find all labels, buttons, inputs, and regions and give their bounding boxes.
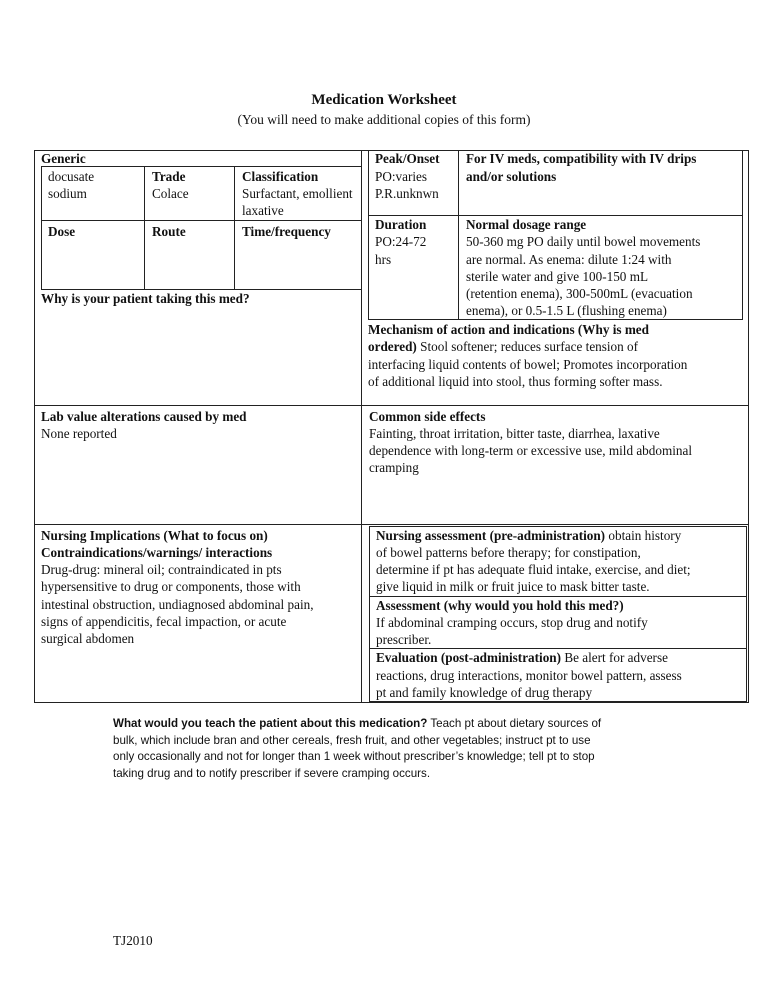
duration-value-2: hrs: [375, 252, 392, 267]
generic-value-1: docusate: [48, 169, 95, 184]
teach-line: taking drug and to notify prescriber if severe cramping occurs.: [113, 767, 431, 780]
mechanism-text: Stool softener; reduces surface tension of: [416, 339, 639, 354]
iv-compatibility-label-1: For IV meds, compatibility with IV drips: [466, 151, 697, 166]
trade-value: Colace: [152, 186, 189, 201]
nursing-line: surgical abdomen: [41, 631, 135, 646]
nursing-line: hypersensitive to drug or components, those with: [41, 579, 301, 594]
evaluation-text: Be alert for adverse: [561, 650, 668, 665]
pre-administration-line: of bowel patterns before therapy; for constipation,: [376, 545, 641, 560]
contraindications-label: Contraindications/warnings/ interactions: [41, 545, 273, 560]
time-frequency-label: Time/frequency: [242, 224, 331, 239]
normal-dosage-line: (retention enema), 300-500mL (evacuation: [466, 286, 693, 301]
iv-compatibility-label-2: and/or solutions: [466, 169, 557, 184]
teach-label: What would you teach the patient about this medication?: [113, 717, 428, 730]
side-effects-line: dependence with long-term or excessive use, mild abdominal: [369, 443, 692, 458]
mechanism-label-cont: ordered): [368, 339, 417, 354]
lab-value-label: Lab value alterations caused by med: [41, 409, 247, 424]
row-divider-1: [34, 405, 749, 406]
normal-dosage-line: 50-360 mg PO daily until bowel movements: [466, 234, 701, 249]
nursing-line: signs of appendicitis, fecal impaction, or acute: [41, 614, 287, 629]
teach-line: only occasionally and not for longer than 1 week without prescriber’s knowledge; tell pt to stop: [113, 750, 595, 763]
mechanism-label: Mechanism of action and indications (Why is med: [368, 322, 649, 337]
hold-assessment-label: Assessment (why would you hold this med?): [376, 598, 624, 613]
drug-table-row: [41, 220, 362, 221]
nursing-line: intestinal obstruction, undiagnosed abdominal pain,: [41, 597, 314, 612]
pre-administration-label: Nursing assessment (pre-administration): [376, 528, 606, 543]
normal-dosage-line: enema), or 0.5-1.5 L (flushing enema): [466, 303, 667, 318]
dose-label: Dose: [48, 224, 76, 239]
peak-onset-value-1: PO:varies: [375, 169, 428, 184]
side-effects-label: Common side effects: [369, 409, 486, 424]
side-effects-line: cramping: [369, 460, 419, 475]
nursing-implications-label: Nursing Implications (What to focus on): [41, 528, 268, 543]
classification-label: Classification: [242, 169, 319, 184]
normal-dosage-label: Normal dosage range: [466, 217, 587, 232]
worksheet-subtitle: (You will need to make additional copies of this form): [237, 112, 531, 127]
side-effects-line: Fainting, throat irritation, bitter taste, diarrhea, laxative: [369, 426, 660, 441]
pre-administration-line: determine if pt has adequate fluid intake, exercise, and diet;: [376, 562, 691, 577]
nursing-line: Drug-drug: mineral oil; contraindicated in pts: [41, 562, 282, 577]
drug-table-col-1: [144, 166, 145, 290]
route-label: Route: [152, 224, 186, 239]
row-divider-2: [34, 524, 749, 525]
teach-text: Teach pt about dietary sources of: [427, 717, 602, 730]
pk-table-col: [458, 150, 459, 320]
drug-table-col-2: [234, 166, 235, 290]
pre-administration-line-1: [376, 527, 681, 544]
peak-onset-value-2: P.R.unknwn: [375, 186, 439, 201]
teach-line: bulk, which include bran and other cereals, fresh fruit, and other vegetables; instruct pt to use: [113, 734, 591, 747]
evaluation-line: reactions, drug interactions, monitor bowel pattern, assess: [376, 668, 682, 683]
trade-label: Trade: [152, 169, 186, 184]
generic-label: Generic: [41, 151, 86, 166]
generic-value-2: sodium: [48, 186, 87, 201]
normal-dosage-line: sterile water and give 100-150 mL: [466, 269, 649, 284]
evaluation-line: pt and family knowledge of drug therapy: [376, 685, 593, 700]
duration-value-1: PO:24-72: [375, 234, 427, 249]
peak-onset-label: Peak/Onset: [375, 151, 440, 166]
footer-code: TJ2010: [113, 933, 153, 948]
normal-dosage-line: are normal. As enema: dilute 1:24 with: [466, 252, 672, 267]
evaluation-label: Evaluation (post-administration): [376, 650, 562, 665]
classification-value-1: Surfactant, emollient: [242, 186, 353, 201]
teach-line-1: [113, 716, 601, 733]
classification-value-2: laxative: [242, 203, 284, 218]
pre-administration-line: give liquid in milk or fruit juice to mask bitter taste.: [376, 579, 650, 594]
lab-value: None reported: [41, 426, 117, 441]
hold-assessment-line: prescriber.: [376, 632, 432, 647]
hold-assessment-line: If abdominal cramping occurs, stop drug and notify: [376, 615, 648, 630]
duration-label: Duration: [375, 217, 427, 232]
mechanism-line-1: [368, 338, 638, 355]
mechanism-line: interfacing liquid contents of bowel; Promotes incorporation: [368, 357, 688, 372]
pre-administration-text: obtain history: [605, 528, 682, 543]
mechanism-line: of additional liquid into stool, thus forming softer mass.: [368, 374, 663, 389]
evaluation-line-1: [376, 649, 668, 666]
worksheet-title: Medication Worksheet: [311, 92, 457, 108]
why-taking-label: Why is your patient taking this med?: [41, 291, 250, 306]
